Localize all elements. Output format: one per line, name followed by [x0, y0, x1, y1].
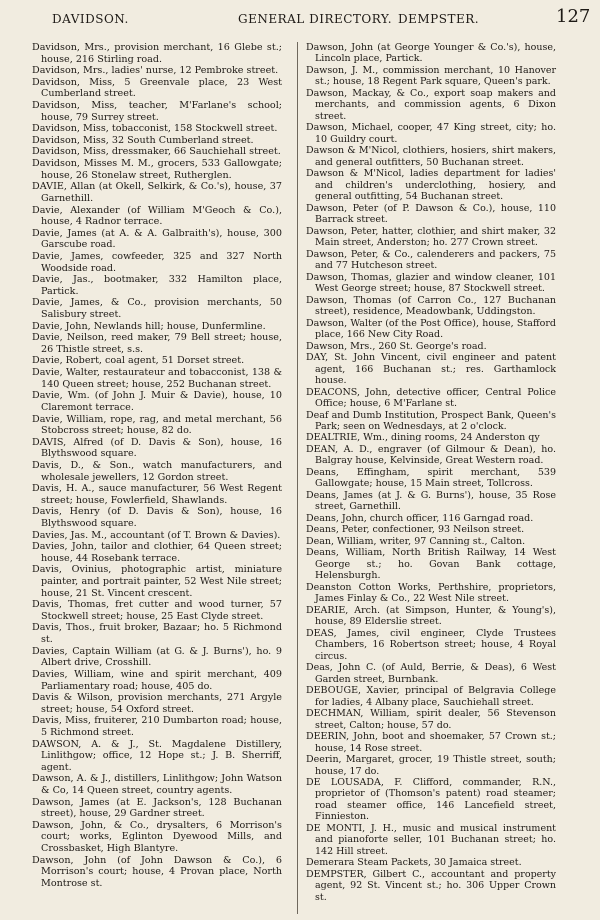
directory-entry: Dawson, Peter (of P. Dawson & Co.), house, 110 Barrack street. [306, 202, 556, 226]
directory-entry: Deans, Peter, confectioner, 93 Neilson street. [306, 524, 525, 536]
directory-entry: Deans, James (at J. & G. Burns'), house, 35 Rose street, Garnethill. [306, 489, 556, 513]
directory-entry: DAVIS, Alfred (of D. Davis & Son), house, 16 Blythswood square. [32, 436, 282, 460]
directory-entry: DEAS, James, civil engineer, Clyde Trustees Chambers, 16 Robertson street; house, 4 Royal circus. [306, 627, 556, 662]
directory-entry: Dawson, Thomas, glazier and window cleaner, 101 West George street; house, 87 Stockwell street. [306, 271, 556, 295]
directory-entry: Dawson, Mrs., 260 St. George's road. [306, 340, 487, 352]
directory-entry: Dawson & M'Nicol, ladies department for ladies' and children's underclothing, hosiery, and general outfitting, 54 Buchanan street. [306, 168, 556, 203]
directory-entry: DEARIE, Arch. (at Simpson, Hunter, & Young's), house, 89 Elderslie street. [306, 604, 556, 628]
directory-entry: DE LOUSADA, F. Clifford, commander, R.N., proprietor of (Thomson's patent) road steamer; road steamer office, 146 Lancefield street, Finnieston. [306, 777, 556, 823]
directory-entry: DEALTRIE, Wm., dining rooms, 24 Anderston qy [306, 432, 540, 444]
directory-entry: Deerin, Margaret, grocer, 19 Thistle street, south; house, 17 do. [306, 754, 556, 777]
directory-entry: Davidson, Mrs., provision merchant, 16 Glebe st.; house, 216 Stirling road. [32, 42, 282, 65]
directory-entry: Davies, Captain William (at G. & J. Burns'), ho. 9 Albert drive, Crosshill. [32, 645, 282, 669]
directory-entry: Dawson, John (of John Dawson & Co.), 6 Morrison's court; house, 4 Provan place, North Montrose st. [32, 854, 282, 889]
directory-entry: DEMPSTER, Gilbert C., accountant and property agent, 92 St. Vincent st.; ho. 306 Upper Crown st. [306, 868, 556, 903]
directory-entry: DEAN, A. D., engraver (of Gilmour & Dean), ho. Balgray house, Kelvinside, Great Western road. [306, 443, 556, 467]
header-title: GENERAL DIRECTORY. [238, 12, 393, 26]
directory-entry: Davis, Ovinius, photographic artist, miniature painter, and portrait painter, 52 West Nile street; house, 21 St. Vincent crescent. [32, 564, 282, 599]
directory-entry: Davie, John, Newlands hill; house, Dunfermline. [32, 320, 266, 332]
directory-entry: Deas, John C. (of Auld, Berrie, & Deas), 6 West Garden street, Burnbank. [306, 662, 556, 685]
column-divider [297, 42, 298, 914]
directory-entry: Davies, William, wine and spirit merchant, 409 Parliamentary road; house, 405 do. [32, 668, 282, 692]
directory-entry: Dawson, John (at George Younger & Co.'s), house, Lincoln place, Partick. [306, 42, 556, 65]
directory-entry: DAY, St. John Vincent, civil engineer and patent agent, 166 Buchanan st.; res. Garthamlock house. [306, 352, 556, 387]
directory-entry: Davie, James (at A. & A. Galbraith's), house, 300 Garscube road. [32, 227, 282, 251]
directory-entry: Davidson, Miss, dressmaker, 66 Sauchiehall street. [32, 146, 281, 158]
directory-entry: DAWSON, A. & J., St. Magdalene Distillery, Linlithgow; office, 12 Hope st.; J. B. Sherriff, agent. [32, 738, 282, 773]
directory-entry: Dawson, Thomas (of Carron Co., 127 Buchanan street), residence, Meadowbank, Uddingston. [306, 294, 556, 318]
page-header [0, 0, 600, 34]
directory-entry: DEBOUGE, Xavier, principal of Belgravia College for ladies, 4 Albany place, Sauchiehall street. [306, 685, 556, 708]
directory-entry: Deanston Cotton Works, Perthshire, proprietors, James Finlay & Co., 22 West Nile street. [306, 581, 556, 605]
directory-entry: Davidson, Miss, tobacconist, 158 Stockwell street. [32, 123, 278, 135]
directory-entry: DE MONTI, J. H., music and musical instrument and pianoforte seller, 101 Buchanan street; ho. 142 Hill street. [306, 822, 556, 857]
directory-entry: Davis, Thomas, fret cutter and wood turner, 57 Stockwell street; house, 25 East Clyde street. [32, 599, 282, 622]
directory-entry: Deans, Effingham, spirit merchant, 539 Gallowgate; house, 15 Main street, Tollcross. [306, 466, 556, 490]
directory-entry: Davie, Wm. (of John J. Muir & Davie), house, 10 Claremont terrace. [32, 390, 282, 413]
directory-entry: Davie, James, & Co., provision merchants, 50 Salisbury street. [32, 297, 282, 321]
directory-entry: Dawson, Michael, cooper, 47 King street, city; ho. 10 Guildry court. [306, 122, 556, 145]
directory-entry: Dawson, Mackay, & Co., export soap makers and merchants, and commission agents, 6 Dixon street. [306, 87, 556, 122]
header-left-name: DAVIDSON. [52, 12, 129, 26]
directory-entry: Davis, H. A., sauce manufacturer, 56 West Regent street; house, Fowlerfield, Shawlands. [32, 483, 282, 506]
directory-entry: Davidson, Mrs., ladies' nurse, 12 Pembroke street. [32, 65, 279, 77]
directory-entry: Davie, Walter, restaurateur and tobacconist, 138 & 140 Queen street; house, 252 Buchanan street. [32, 367, 282, 390]
directory-entry: Davis, Henry (of D. Davis & Son), house, 16 Blythswood square. [32, 506, 282, 529]
directory-entry: Dawson, A. & J., distillers, Linlithgow; John Watson & Co, 14 Queen street, country agents. [32, 773, 282, 796]
directory-entry: DEERIN, John, boot and shoemaker, 57 Crown st.; house, 14 Rose street. [306, 731, 556, 754]
directory-entry: DECHMAN, William, spirit dealer, 56 Stevenson street, Calton; house, 57 do. [306, 708, 556, 731]
left-column [32, 42, 282, 889]
directory-entry: DAVIE, Allan (at Okell, Selkirk, & Co.'s), house, 37 Garnethill. [32, 181, 282, 204]
directory-entry: Deans, William, North British Railway, 14 West George st.; ho. Govan Bank cottage, Helensburgh. [306, 547, 556, 582]
directory-entry: Davie, Alexander (of William M'Geoch & Co.), house, 4 Radnor terrace. [32, 204, 282, 228]
directory-entry: Davies, John, tailor and clothier, 64 Queen street; house, 44 Rosebank terrace. [32, 541, 282, 564]
directory-entry: Davidson, Miss, 32 South Cumberland street. [32, 134, 254, 146]
header-right-name: DEMPSTER. [398, 12, 480, 26]
directory-entry: Davis, D., & Son., watch manufacturers, and wholesale jewellers, 12 Gordon street. [32, 459, 282, 483]
directory-entry: Davie, Neilson, reed maker, 79 Bell street; house, 26 Thistle street, s.s. [32, 332, 282, 355]
directory-entry: Davis, Miss, fruiterer, 210 Dumbarton road; house, 5 Richmond street. [32, 715, 282, 738]
directory-entry: Dawson, J. M., commission merchant, 10 Hanover st.; house, 18 Regent Park square, Queen's park. [306, 64, 556, 88]
directory-entry: Davidson, Miss, 5 Greenvale place, 23 West Cumberland street. [32, 76, 282, 100]
directory-entry: Davie, William, rope, rag, and metal merchant, 56 Stobcross street; house, 82 do. [32, 413, 282, 437]
directory-entry: Davidson, Miss, teacher, M'Farlane's school; house, 79 Surrey street. [32, 100, 282, 123]
directory-entry: Davie, Jas., bootmaker, 332 Hamilton place, Partick. [32, 274, 282, 297]
directory-entry: Dawson, James (at E. Jackson's, 128 Buchanan street), house, 29 Gardner street. [32, 796, 282, 820]
directory-entry: Dawson, John, & Co., drysalters, 6 Morrison's court; works, Eglinton Dyewood Mills, and Crossbasket, High Blantyre. [32, 819, 282, 855]
directory-entry: Dean, William, writer, 97 Canning st., Calton. [306, 535, 526, 547]
directory-entry: Davidson, Misses M. M., grocers, 533 Gallowgate; house, 26 Stonelaw street, Rutherglen. [32, 158, 282, 181]
directory-entry: DEACONS, John, detective officer, Central Police Office; house, 6 M'Farlane st. [306, 386, 556, 410]
directory-entry: Davie, James, cowfeeder, 325 and 327 North Woodside road. [32, 250, 282, 274]
directory-entry: Dawson, Peter, & Co., calenderers and packers, 75 and 77 Hutcheson street. [306, 248, 556, 272]
directory-entry: Dawson, Walter (of the Post Office), house, Stafford place, 166 New City Road. [306, 317, 556, 341]
directory-entry: Davie, Robert, coal agent, 51 Dorset street. [32, 355, 245, 367]
page-number: 127 [556, 6, 591, 27]
directory-entry: Deaf and Dumb Institution, Prospect Bank, Queen's Park; seen on Wednesdays, at 2 o'clock. [306, 409, 556, 432]
right-column [306, 42, 556, 903]
directory-entry: Davies, Jas. M., accountant (of T. Brown & Davies). [32, 529, 281, 541]
directory-entry: Dawson & M'Nicol, clothiers, hosiers, shirt makers, and general outfitters, 50 Buchanan street. [306, 145, 556, 168]
directory-entry: Davis & Wilson, provision merchants, 271 Argyle street; house, 54 Oxford street. [32, 692, 282, 715]
directory-entry: Dawson, Peter, hatter, clothier, and shirt maker, 32 Main street, Anderston; ho. 277 Crown street. [306, 225, 556, 249]
directory-entry: Deans, John, church officer, 116 Garngad road. [306, 512, 534, 524]
directory-entry: Davis, Thos., fruit broker, Bazaar; ho. 5 Richmond st. [32, 622, 282, 646]
directory-entry: Demerara Steam Packets, 30 Jamaica street. [306, 857, 522, 869]
